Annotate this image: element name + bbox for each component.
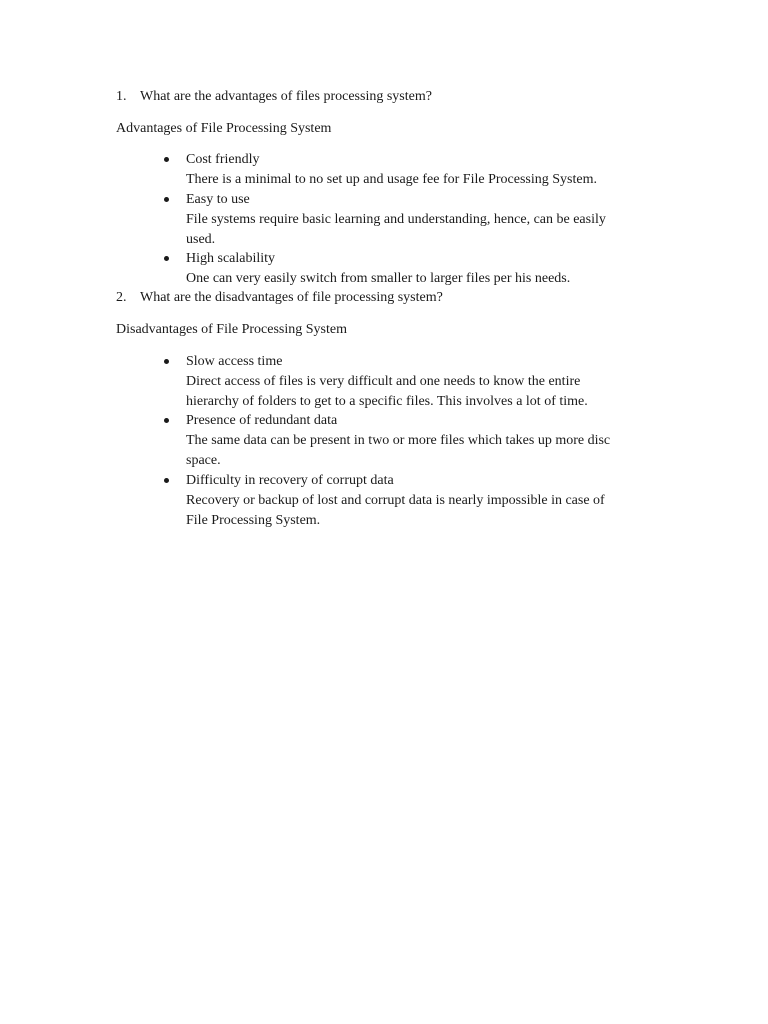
disadvantage-description: Direct access of files is very difficult and one needs to know the entire [186, 374, 581, 389]
disadvantage-title: Slow access time [186, 354, 283, 369]
advantage-title: Cost friendly [186, 152, 260, 167]
advantage-description: One can very easily switch from smaller to larger files per his needs. [186, 271, 571, 286]
disadvantage-title: Presence of redundant data [186, 413, 338, 428]
advantages-heading: Advantages of File Processing System [116, 121, 332, 136]
disadvantage-title: Difficulty in recovery of corrupt data [186, 473, 394, 488]
advantage-title: Easy to use [186, 192, 250, 207]
bullet-icon [164, 418, 169, 423]
question-2-number: 2. [116, 290, 127, 305]
advantage-title: High scalability [186, 251, 276, 266]
advantage-description: File systems require basic learning and understanding, hence, can be easily [186, 212, 606, 227]
bullet-icon [164, 478, 169, 483]
disadvantage-description: Recovery or backup of lost and corrupt data is nearly impossible in case of [186, 493, 605, 508]
advantage-description: There is a minimal to no set up and usage fee for File Processing System. [186, 172, 597, 187]
bullet-icon [164, 197, 169, 202]
disadvantages-heading: Disadvantages of File Processing System [116, 322, 347, 337]
disadvantage-description: hierarchy of folders to get to a specific files. This involves a lot of time. [186, 394, 588, 409]
bullet-icon [164, 256, 169, 261]
disadvantage-description: space. [186, 453, 221, 468]
question-2-text: What are the disadvantages of file processing system? [140, 290, 443, 305]
disadvantage-description: The same data can be present in two or more files which takes up more disc [186, 433, 611, 448]
bullet-icon [164, 157, 169, 162]
question-1-number: 1. [116, 89, 127, 104]
bullet-icon [164, 359, 169, 364]
question-1-text: What are the advantages of files processing system? [140, 89, 432, 104]
disadvantage-description: File Processing System. [186, 513, 321, 528]
advantage-description: used. [186, 232, 216, 247]
